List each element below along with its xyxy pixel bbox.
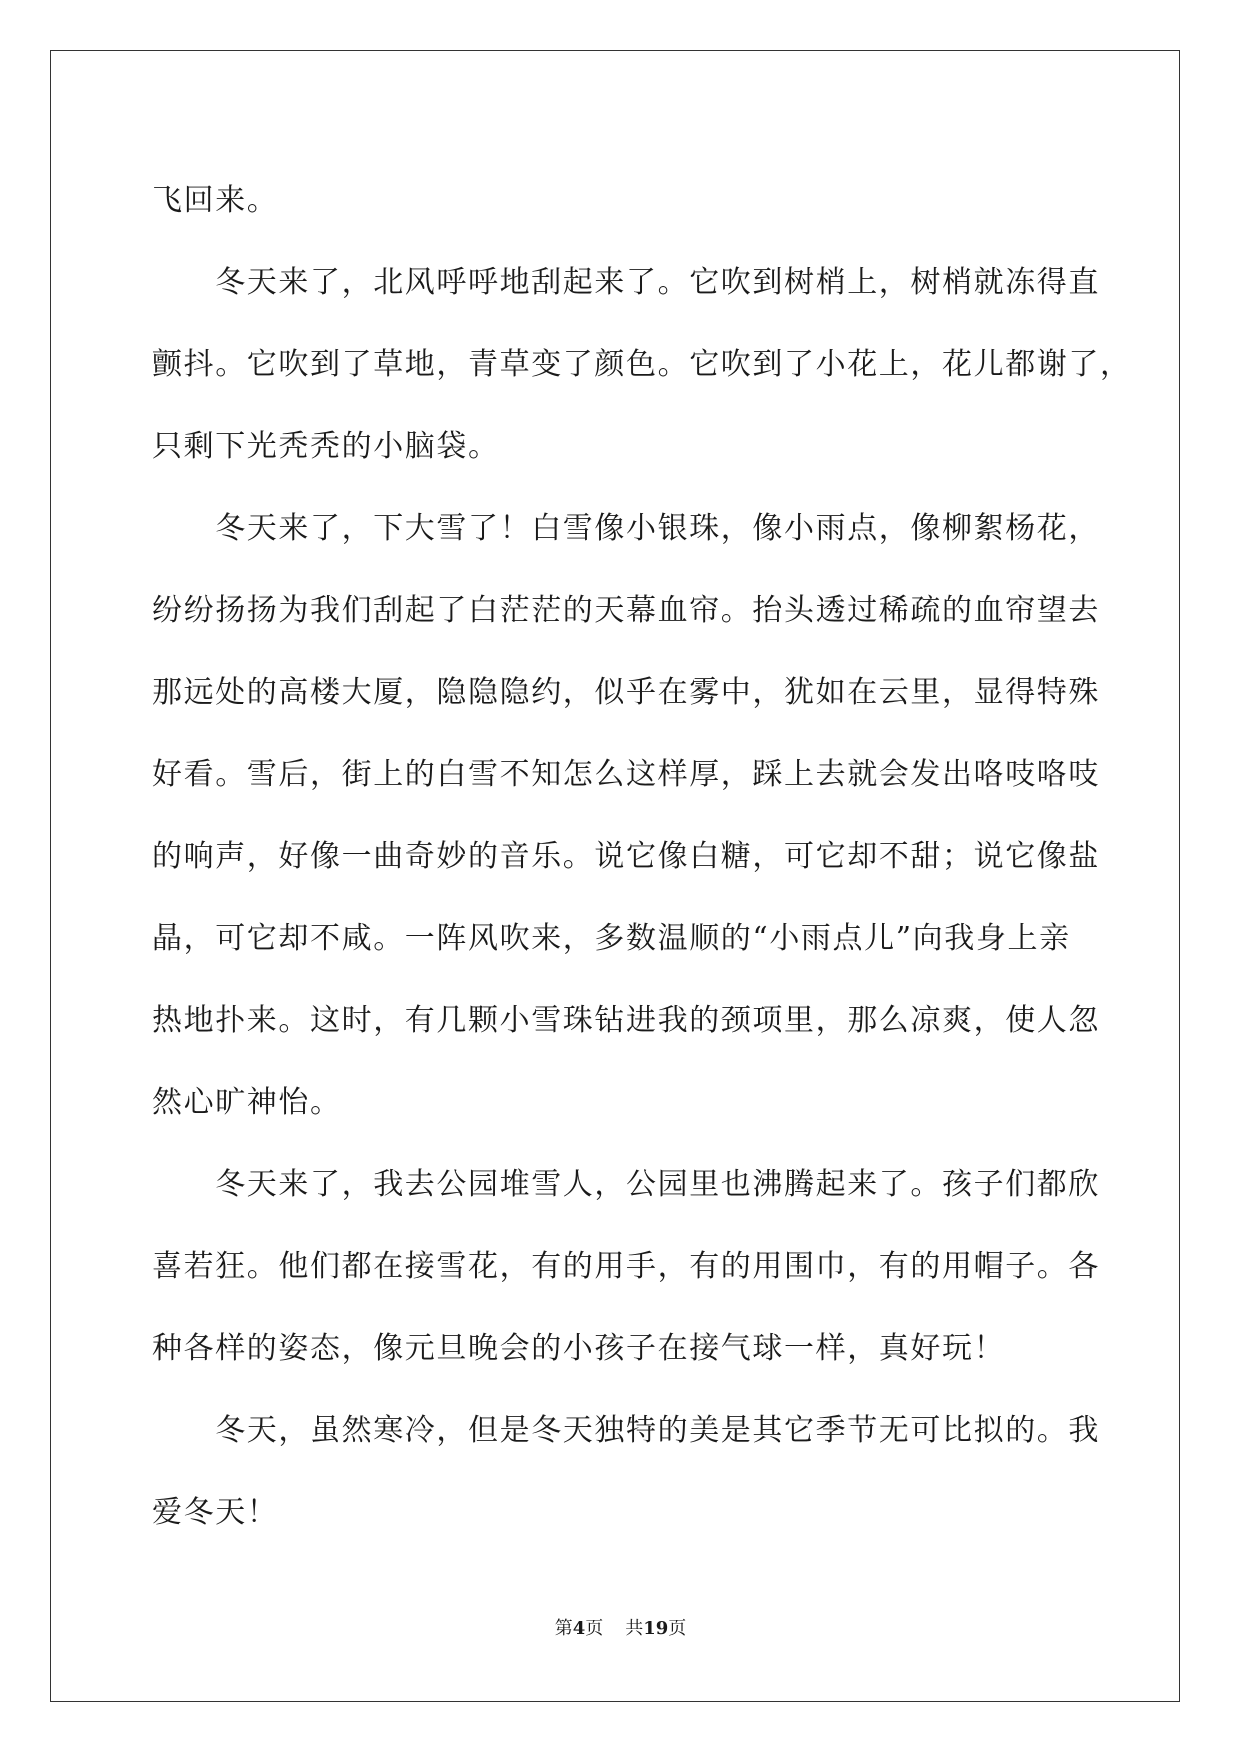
text-line: 颤抖。它吹到了草地，青草变了颜色。它吹到了小花上，花儿都谢了，	[152, 347, 1132, 382]
text-line: 热地扑来。这时，有几颗小雪珠钻进我的颈项里，那么凉爽，使人忽	[152, 1003, 1100, 1038]
text-line: 种各样的姿态，像元旦晚会的小孩子在接气球一样，真好玩！	[152, 1331, 1006, 1366]
text-line: 只剩下光秃秃的小脑袋。	[152, 429, 500, 464]
text-line: 冬天来了，我去公园堆雪人，公园里也沸腾起来了。孩子们都欣	[152, 1167, 1100, 1202]
page-number: 4	[572, 1618, 586, 1639]
text-line: 那远处的高楼大厦，隐隐隐约，似乎在雾中，犹如在云里，显得特殊	[152, 675, 1100, 710]
page-prefix: 第	[554, 1618, 573, 1639]
text-line: 冬天来了，北风呼呼地刮起来了。它吹到树梢上，树梢就冻得直	[152, 265, 1100, 300]
document-body	[152, 160, 1132, 1554]
text-line: 爱冬天！	[152, 1495, 279, 1530]
total-prefix: 共	[625, 1618, 644, 1639]
text-line: 然心旷神怡。	[152, 1085, 342, 1120]
text-line: 的响声，好像一曲奇妙的音乐。说它像白糖，可它却不甜；说它像盐	[152, 839, 1100, 874]
page-footer	[0, 1614, 1241, 1640]
text-line: 冬天，虽然寒冷，但是冬天独特的美是其它季节无可比拟的。我	[152, 1413, 1100, 1448]
page-suffix: 页	[585, 1618, 604, 1639]
text-line: 好看。雪后，街上的白雪不知怎么这样厚，踩上去就会发出咯吱咯吱	[152, 757, 1100, 792]
text-line: 晶，可它却不咸。一阵风吹来，多数温顺的“小雨点儿”向我身上亲	[152, 921, 1071, 956]
total-suffix: 页	[668, 1618, 687, 1639]
text-line: 冬天来了，下大雪了！白雪像小银珠，像小雨点，像柳絮杨花，	[152, 511, 1100, 546]
text-line: 喜若狂。他们都在接雪花，有的用手，有的用围巾，有的用帽子。各	[152, 1249, 1100, 1284]
text-line: 飞回来。	[152, 183, 279, 218]
text-line: 纷纷扬扬为我们刮起了白茫茫的天幕血帘。抬头透过稀疏的血帘望去	[152, 593, 1100, 628]
total-pages: 19	[643, 1618, 669, 1639]
